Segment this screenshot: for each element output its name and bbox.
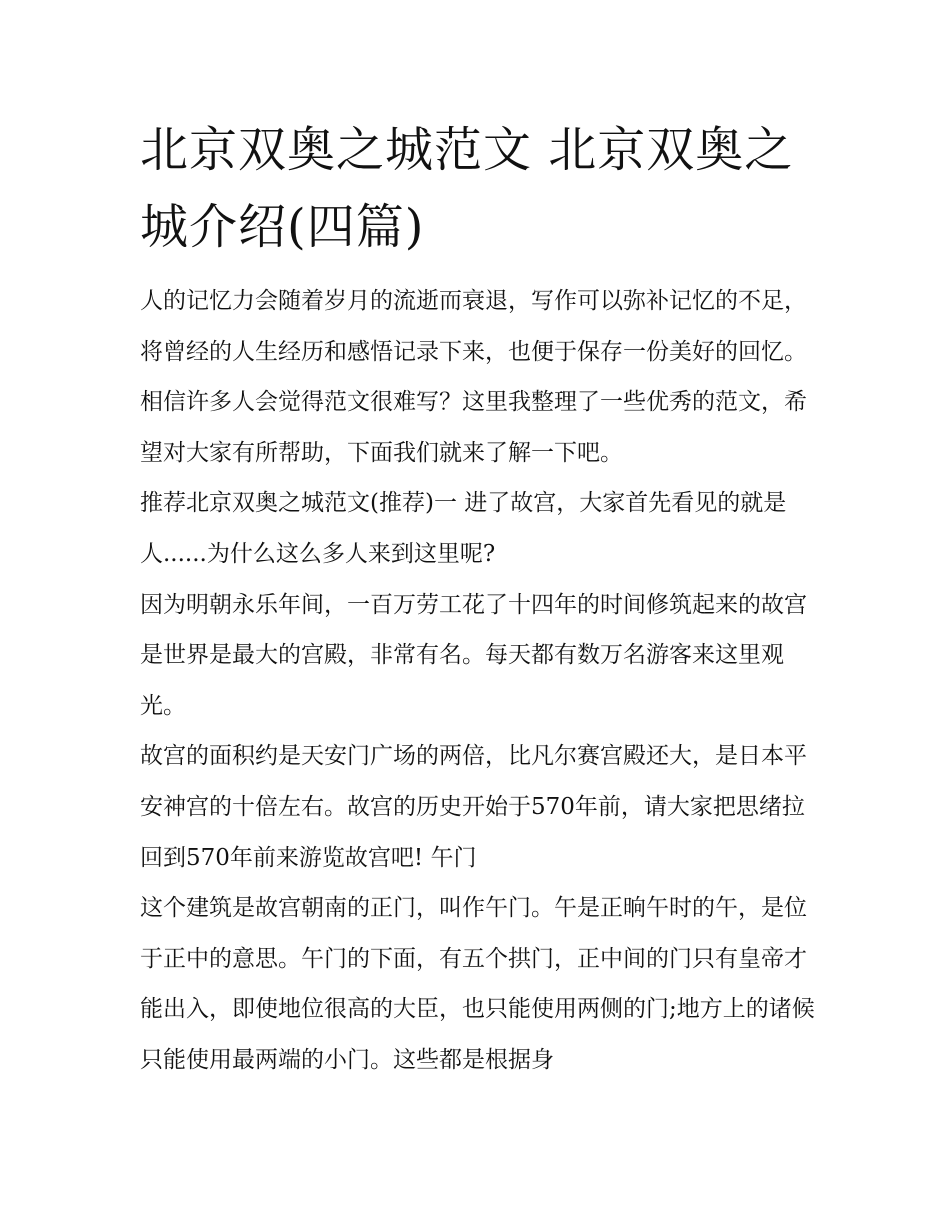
document-body — [140, 276, 820, 1086]
paragraph-intro: 人的记忆力会随着岁月的流逝而衰退，写作可以弥补记忆的不足，将曾经的人生经历和感悟记录下来，也便于保存一份美好的回忆。相信许多人会觉得范文很难写？这里我整理了一些优秀的范文，希望对大家有所帮助，下面我们就来了解一下吧。 — [140, 288, 807, 466]
paragraph-history: 因为明朝永乐年间，一百万劳工花了十四年的时间修筑起来的故宫是世界是最大的宫殿，非常有名。每天都有数万名游客来这里观光。 — [140, 591, 807, 719]
paragraph-recommend: 推荐北京双奥之城范文(推荐)一 进了故宫，大家首先看见的就是人......为什么这么多人来到这里呢? — [140, 490, 787, 567]
document-title: 北京双奥之城范文 北京双奥之城介绍(四篇) — [140, 122, 794, 255]
paragraph-area: 故宫的面积约是天安门广场的两倍，比凡尔赛宫殿还大，是日本平安神宫的十倍左右。故宫的历史开始于570年前，请大家把思绪拉回到570年前来游览故宫吧! 午门 — [140, 743, 807, 871]
paragraph-meridian-gate: 这个建筑是故宫朝南的正门，叫作午门。午是正晌午时的午，是位于正中的意思。午门的下面，有五个拱门，正中间的门只有皇帝才能出入，即使地位很高的大臣，也只能使用两侧的门;地方上的诸候只能使用最两端的小门。这些都是根据身 — [140, 895, 815, 1073]
